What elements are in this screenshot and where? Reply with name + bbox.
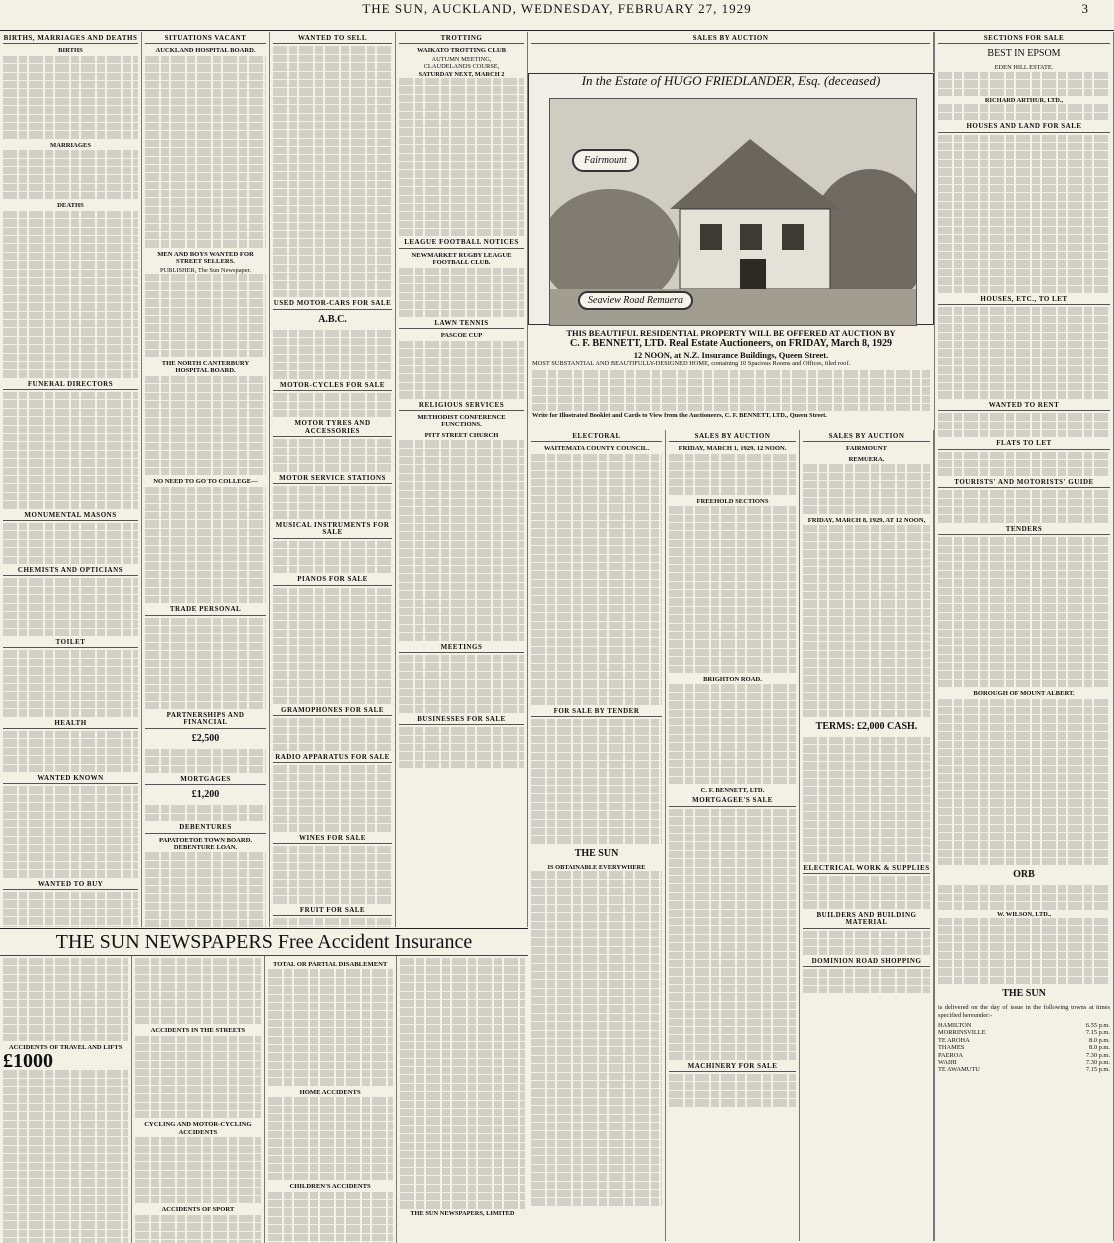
text-block: [532, 370, 930, 411]
ad-friday-march-1: FRIDAY, MARCH 1, 1929, 12 NOON.: [678, 445, 787, 453]
page-number: 3: [1081, 1, 1088, 16]
text-block: [400, 958, 525, 1209]
section-meetings: MEETINGS: [399, 644, 524, 653]
town-row: [938, 1022, 1110, 1029]
ad-pascoe-cup: PASCOE CUP: [440, 332, 483, 340]
section-trotting: TROTTING: [399, 35, 524, 44]
section-funeral-directors: FUNERAL DIRECTORS: [3, 381, 138, 390]
text-block: [938, 452, 1110, 476]
insurance-home: HOME ACCIDENTS: [299, 1088, 361, 1096]
section-mortgagees-sale: MORTGAGEE'S SALE: [669, 797, 796, 806]
ad-amount-2500: £2,500: [191, 732, 220, 744]
town-time: 7.30 p.m.: [1085, 1051, 1110, 1059]
section-heading: BIRTHS, MARRIAGES AND DEATHS: [3, 35, 138, 44]
text-block: [938, 307, 1110, 398]
ad-best-in-epsom: BEST IN EPSOM: [987, 48, 1061, 60]
ad-bennett: C. F. BENNETT, LTD.: [700, 787, 765, 795]
section-tyres: MOTOR TYRES AND ACCESSORIES: [273, 420, 392, 437]
text-block: [803, 969, 930, 993]
town-time: 8.0 p.m.: [1089, 1044, 1110, 1052]
insurance-cycling: CYCLING AND MOTOR-CYCLING ACCIDENTS: [144, 1121, 252, 1136]
insurance-column-2: [132, 956, 264, 1243]
section-motor-service: MOTOR SERVICE STATIONS: [273, 475, 392, 484]
text-block: [803, 525, 930, 717]
text-block: [3, 392, 138, 508]
text-block: [531, 719, 662, 844]
section-births: BIRTHS: [58, 47, 83, 55]
town-row: [938, 1029, 1110, 1036]
sale-announcement: [528, 328, 934, 428]
text-block: [531, 454, 662, 705]
text-block: [135, 1137, 260, 1203]
text-block: [268, 969, 393, 1085]
text-block: [3, 892, 138, 927]
section-lawn-tennis: LAWN TENNIS: [399, 320, 524, 329]
ad-pitt-street: PITT STREET CHURCH: [424, 431, 499, 439]
insurance-streets: ACCIDENTS IN THE STREETS: [150, 1027, 246, 1035]
insurance-children: CHILDREN'S ACCIDENTS: [289, 1183, 371, 1191]
text-block: [803, 876, 930, 909]
sign-seaview: Seaview Road Remuera: [578, 291, 693, 310]
ad-obtainable: IS OBTAINABLE EVERYWHERE: [547, 863, 646, 871]
section-trade-personal: TRADE PERSONAL: [145, 606, 266, 615]
section-radio: RADIO APPARATUS FOR SALE: [273, 754, 392, 763]
town-name: THAMES: [938, 1044, 965, 1052]
text-block: [145, 852, 266, 927]
ad-freehold: FREEHOLD SECTIONS: [696, 497, 769, 505]
text-block: [145, 376, 266, 476]
text-block: [3, 731, 138, 772]
section-situations-vacant: SITUATIONS VACANT: [145, 35, 266, 44]
section-tenders: TENDERS: [938, 526, 1110, 535]
town-time: 7.15 p.m.: [1085, 1066, 1110, 1074]
text-block: [399, 440, 524, 640]
town-row: [938, 1044, 1110, 1051]
text-block: [669, 809, 796, 1060]
text-block: [938, 104, 1110, 120]
text-block: [3, 650, 138, 716]
text-block: [399, 268, 524, 317]
section-wanted-to-sell: WANTED TO SELL: [273, 35, 392, 44]
estate-advertisement: [528, 73, 934, 325]
ad-brighton-road: BRIGHTON ROAD.: [703, 675, 762, 683]
section-machinery: MACHINERY FOR SALE: [669, 1063, 796, 1072]
section-league: LEAGUE FOOTBALL NOTICES: [399, 239, 524, 248]
text-block: [145, 805, 266, 821]
section-sales-by-auction: SALES BY AUCTION: [803, 433, 930, 442]
ad-waitemata: WAITEMATA COUNTY COUNCIL.: [543, 445, 650, 453]
section-chemists: CHEMISTS AND OPTICIANS: [3, 567, 138, 576]
ad-fairmount: FAIRMOUNT: [846, 445, 887, 453]
ad-amount-1200: £1,200: [191, 789, 220, 801]
column-sales-by-auction-3: [800, 430, 934, 1241]
text-block: [399, 655, 524, 713]
text-block: [273, 765, 392, 831]
house-photo: [549, 98, 917, 326]
text-block: [273, 918, 392, 927]
insurance-column-1: [0, 956, 132, 1243]
text-block: [803, 931, 930, 955]
masthead: [0, 0, 1114, 31]
masthead-title: THE SUN, AUCKLAND, WEDNESDAY, FEBRUARY 27, 1929: [362, 1, 752, 16]
ad-autumn: AUTUMN MEETING,: [431, 55, 492, 63]
ad-saturday: SATURDAY NEXT, MARCH 2: [418, 70, 505, 78]
town-time: 8.0 p.m.: [1089, 1036, 1110, 1044]
text-block: [3, 150, 138, 199]
text-block: [135, 1036, 260, 1119]
section-monumental-masons: MONUMENTAL MASONS: [3, 512, 138, 521]
section-mortgages: MORTGAGES: [145, 776, 266, 785]
insurance-travel: ACCIDENTS OF TRAVEL AND LIFTS: [8, 1043, 123, 1051]
text-block: [669, 1074, 796, 1107]
section-marriages: MARRIAGES: [49, 141, 92, 149]
town-time: 7.30 p.m.: [1085, 1059, 1110, 1067]
town-row: [938, 1052, 1110, 1059]
column-sales-by-auction-top: [528, 32, 934, 72]
text-block: [268, 1097, 393, 1180]
text-block: [135, 1215, 260, 1243]
ad-the-sun: THE SUN: [574, 847, 619, 859]
text-block: [3, 523, 138, 564]
town-name: TE AROHA: [938, 1036, 970, 1044]
text-block: [3, 1070, 128, 1243]
text-block: [938, 537, 1110, 687]
text-block: [3, 578, 138, 636]
ad-eden-hill: EDEN HILL ESTATE.: [994, 64, 1054, 72]
text-block: [938, 135, 1110, 293]
section-partnerships: PARTNERSHIPS AND FINANCIAL: [145, 712, 266, 729]
text-block: [273, 846, 392, 904]
text-block: [273, 330, 392, 379]
ad-abc: A.B.C.: [318, 313, 347, 325]
text-block: [145, 749, 266, 773]
text-block: [145, 274, 266, 357]
text-block: [938, 72, 1110, 96]
ad-richard-arthur: RICHARD ARTHUR, LTD.,: [984, 96, 1064, 104]
ad-men-and-boys: MEN AND BOYS WANTED FOR STREET SELLERS.: [157, 250, 254, 266]
ad-remuera: REMUERA.: [848, 455, 885, 463]
ad-the-sun-delivery: THE SUN: [1002, 988, 1046, 1000]
text-block: [938, 490, 1110, 523]
section-health: HEALTH: [3, 720, 138, 729]
text-block: [273, 718, 392, 751]
section-businesses: BUSINESSES FOR SALE: [399, 716, 524, 725]
text-block: [669, 454, 796, 495]
section-motor-cycles: MOTOR-CYCLES FOR SALE: [273, 382, 392, 391]
ad-papatoetoe: PAPATOETOE TOWN BOARD. DEBENTURE LOAN.: [158, 836, 253, 851]
text-block: [938, 699, 1110, 866]
town-name: TE AWAMUTU: [938, 1066, 980, 1074]
section-religious: RELIGIOUS SERVICES: [399, 402, 524, 411]
ad-terms: TERMS: £2,000 CASH.: [815, 720, 918, 732]
town-row: [938, 1059, 1110, 1066]
section-sections-for-sale: SECTIONS FOR SALE: [938, 35, 1110, 44]
insurance-column-4: [397, 956, 528, 1243]
ad-methodist: METHODIST CONFERENCE FUNCTIONS.: [417, 413, 506, 429]
text-block: [273, 393, 392, 417]
text-block: [399, 727, 524, 768]
sale-write: Write for Illustrated Booklet and Cards to View from the Auctioneers, C. F. BENNETT, LTD., Queen Street.: [532, 412, 827, 420]
text-block: [135, 958, 260, 1024]
text-block: [399, 78, 524, 236]
town-name: WAIHI: [938, 1059, 957, 1067]
text-block: [273, 46, 392, 297]
delivery-towns: [938, 1022, 1110, 1074]
section-gramophones: GRAMOPHONES FOR SALE: [273, 707, 392, 716]
section-houses-to-let: HOUSES, ETC., TO LET: [938, 296, 1110, 305]
section-pianos: PIANOS FOR SALE: [273, 576, 392, 585]
section-wines: WINES FOR SALE: [273, 835, 392, 844]
column-sections-for-sale: [934, 32, 1114, 1241]
ad-wilson: W. WILSON, LTD.,: [996, 910, 1052, 918]
section-for-sale-by-tender: FOR SALE BY TENDER: [531, 708, 662, 717]
text-block: [145, 487, 266, 603]
text-block: [268, 1192, 393, 1243]
insurance-amount: £1000: [3, 1050, 53, 1073]
ad-college: NO NEED TO GO TO COLLEGE—: [153, 478, 258, 486]
ad-hospital-board: AUCKLAND HOSPITAL BOARD.: [155, 47, 256, 55]
section-dominion-road: DOMINION ROAD SHOPPING: [803, 958, 930, 967]
section-wanted-to-rent: WANTED TO RENT: [938, 402, 1110, 411]
text-block: [669, 506, 796, 673]
sale-line-1: THIS BEAUTIFUL RESIDENTIAL PROPERTY WILL BE OFFERED AT AUCTION BY: [566, 328, 896, 338]
ad-orb: ORB: [1013, 869, 1035, 881]
column-wanted-to-sell: [270, 32, 396, 927]
text-block: [938, 413, 1110, 437]
section-debentures: DEBENTURES: [145, 824, 266, 833]
section-houses-land: HOUSES AND LAND FOR SALE: [938, 123, 1110, 132]
section-electrical: ELECTRICAL WORK & SUPPLIES: [803, 865, 930, 874]
section-flats-to-let: FLATS TO LET: [938, 440, 1110, 449]
town-time: 7.15 p.m.: [1085, 1029, 1110, 1037]
sale-line-2: C. F. BENNETT, LTD. Real Estate Auctioneers, on FRIDAY, March 8, 1929: [569, 338, 893, 349]
insurance-title: THE SUN NEWSPAPERS Free Accident Insurance: [0, 929, 528, 956]
text-block: [803, 737, 930, 862]
section-tourists-guide: TOURISTS' AND MOTORISTS' GUIDE: [938, 479, 1110, 488]
section-toilet: TOILET: [3, 639, 138, 648]
ad-claudelands: CLAUDELANDS COURSE,: [423, 63, 500, 71]
text-block: [273, 588, 392, 704]
section-wanted-to-buy: WANTED TO BUY: [3, 881, 138, 890]
text-block: [3, 786, 138, 877]
text-block: [531, 871, 662, 1206]
town-name: MORRINSVILLE: [938, 1029, 986, 1037]
ad-friday-march-8: FRIDAY, MARCH 8, 1929, AT 12 NOON,: [807, 516, 926, 524]
section-used-motor-cars: USED MOTOR-CARS FOR SALE: [273, 300, 392, 309]
sign-fairmount: Fairmount: [572, 149, 639, 172]
text-block: [3, 211, 138, 378]
text-block: [273, 439, 392, 472]
section-electoral: ELECTORAL: [531, 433, 662, 442]
column-trotting: [396, 32, 528, 927]
section-deaths: DEATHS: [57, 202, 84, 210]
section-builders: BUILDERS AND BUILDING MATERIAL: [803, 912, 930, 929]
estate-title: In the Estate of HUGO FRIEDLANDER, Esq. (deceased): [581, 73, 881, 88]
ad-mount-albert: BOROUGH OF MOUNT ALBERT.: [973, 690, 1075, 698]
section-wanted-known: WANTED KNOWN: [3, 775, 138, 784]
ad-canterbury-hospital: THE NORTH CANTERBURY HOSPITAL BOARD.: [161, 359, 250, 375]
insurance-disablement: TOTAL OR PARTIAL DISABLEMENT: [272, 961, 388, 968]
column-births-deaths: [0, 32, 142, 927]
text-block: [145, 618, 266, 709]
column-situations: [142, 32, 270, 927]
column-electoral: [528, 430, 666, 1241]
delivery-text: is delivered on the day of issue in the following towns at times specified hereunder:-: [938, 1004, 1110, 1019]
insurance-company: THE SUN NEWSPAPERS, LIMITED: [410, 1209, 515, 1217]
text-block: [399, 341, 524, 399]
text-block: [669, 684, 796, 784]
text-block: [273, 486, 392, 519]
text-block: [803, 464, 930, 513]
ad-publisher: PUBLISHER, The Sun Newspaper.: [160, 266, 251, 274]
ad-waikato-trotting: WAIKATO TROTTING CLUB: [416, 47, 507, 55]
section-musical: MUSICAL INSTRUMENTS FOR SALE: [273, 522, 392, 539]
text-block: [3, 958, 128, 1041]
town-row: [938, 1037, 1110, 1044]
town-time: 6.55 p.m.: [1085, 1022, 1110, 1029]
insurance-sport: ACCIDENTS OF SPORT: [161, 1206, 235, 1214]
text-block: [273, 541, 392, 574]
insurance-advertisement: [0, 928, 528, 1242]
text-block: [938, 918, 1110, 984]
town-row: [938, 1066, 1110, 1073]
text-block: [3, 56, 138, 139]
town-name: HAMILTON: [938, 1022, 972, 1029]
insurance-column-3: [265, 956, 397, 1243]
section-sales-by-auction: SALES BY AUCTION: [531, 35, 930, 44]
town-name: PAEROA: [938, 1051, 963, 1059]
text-block: [145, 56, 266, 248]
sale-body: MOST SUBSTANTIAL AND BEAUTIFULLY-DESIGNED HOME, containing 10 Spacious Rooms and Offices, tiled roof.: [532, 360, 851, 367]
section-sales-by-auction: SALES BY AUCTION: [669, 433, 796, 442]
section-fruit: FRUIT FOR SALE: [273, 907, 392, 916]
sale-line-3: 12 NOON, at N.Z. Insurance Buildings, Queen Street.: [633, 350, 829, 360]
text-block: [938, 885, 1110, 909]
column-sales-by-auction-2: [666, 430, 800, 1241]
ad-newmarket: NEWMARKET RUGBY LEAGUE FOOTBALL CLUB.: [411, 251, 512, 267]
